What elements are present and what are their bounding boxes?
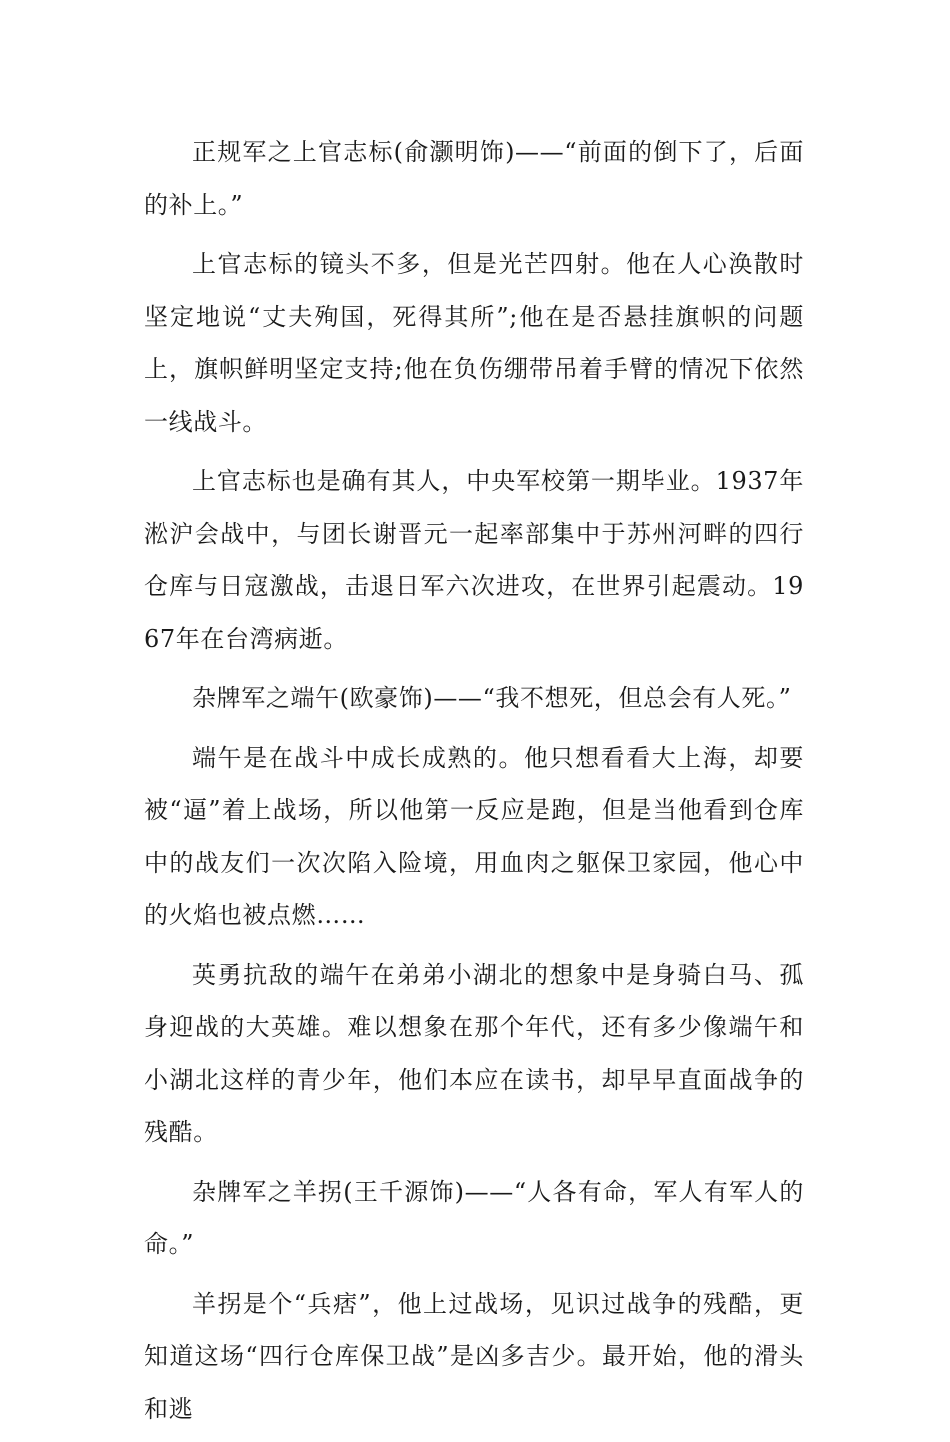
paragraph-1: 正规军之上官志标(俞灏明饰)——“前面的倒下了，后面的补上。” xyxy=(144,138,804,219)
paragraph-2: 上官志标的镜头不多，但是光芒四射。他在人心涣散时坚定地说“丈夫殉国，死得其所”;他在是否悬挂旗帜的问题上，旗帜鲜明坚定支持;他在负伤绷带吊着手臂的情况下依然一线战斗。 xyxy=(144,250,804,436)
paragraph-4: 杂牌军之端午(欧豪饰)——“我不想死，但总会有人死。” xyxy=(192,684,792,712)
paragraph-3: 上官志标也是确有其人，中央军校第一期毕业。1937年淞沪会战中，与团长谢晋元一起率部集中于苏州河畔的四行仓库与日寇激战，击退日军六次进攻，在世界引起震动。1967年在台湾病逝。 xyxy=(144,467,804,653)
paragraph-7: 杂牌军之羊拐(王千源饰)——“人各有命，军人有军人的命。” xyxy=(144,1177,804,1258)
paragraph-5: 端午是在战斗中成长成熟的。他只想看看大上海，却要被“逼”着上战场，所以他第一反应是跑，但是当他看到仓库中的战友们一次次陷入险境，用血肉之躯保卫家园，他心中的火焰也被点燃…… xyxy=(144,743,804,929)
paragraph-8: 羊拐是个“兵痞”，他上过战场，见识过战争的残酷，更知道这场“四行仓库保卫战”是凶多吉少。最开始，他的滑头和逃 xyxy=(144,1289,804,1423)
document-body xyxy=(144,126,804,1442)
paragraph-6: 英勇抗敌的端午在弟弟小湖北的想象中是身骑白马、孤身迎战的大英雄。难以想象在那个年代，还有多少像端午和小湖北这样的青少年，他们本应在读书，却早早直面战争的残酷。 xyxy=(144,960,804,1146)
